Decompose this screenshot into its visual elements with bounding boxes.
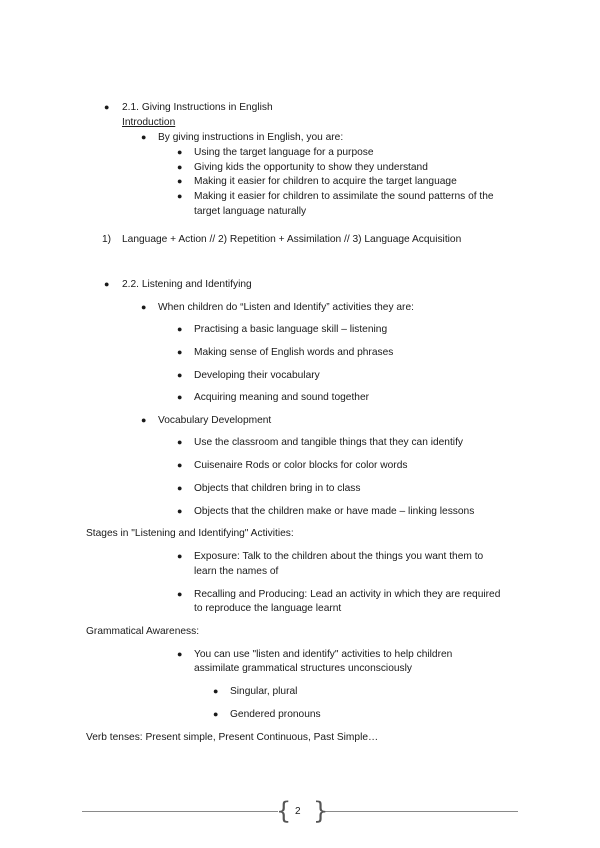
footer-rule-right — [322, 811, 518, 812]
introduction-subheading: Introduction — [122, 117, 176, 128]
bullet-icon: ● — [177, 551, 183, 561]
intro-lead: By giving instructions in English, you are: — [158, 132, 344, 143]
bullet-icon: ● — [177, 370, 183, 380]
bullet-icon: ● — [213, 709, 219, 719]
bullet-icon: ● — [213, 686, 219, 696]
list-item: Acquiring meaning and sound together — [194, 392, 370, 403]
section-heading-2-2: 2.2. Listening and Identifying — [122, 279, 252, 290]
vocabulary-development-heading: Vocabulary Development — [158, 415, 272, 426]
list-item: Making it easier for children to acquire the target language — [194, 176, 457, 187]
bullet-icon: ● — [177, 147, 183, 157]
numbered-item: Language + Action // 2) Repetition + Assimilation // 3) Language Acquisition — [122, 234, 462, 245]
bullet-icon: ● — [177, 506, 183, 516]
list-item: Giving kids the opportunity to show they understand — [194, 162, 428, 173]
right-brace-icon: } — [313, 797, 329, 825]
list-item: Making it easier for children to assimilate the sound patterns of the — [194, 191, 494, 202]
bullet-icon: ● — [177, 483, 183, 493]
footer-rule-left — [82, 811, 278, 812]
stages-heading: Stages in "Listening and Identifying" Activities: — [86, 528, 294, 539]
bullet-icon: ● — [141, 415, 147, 425]
list-item-continuation: learn the names of — [194, 566, 279, 577]
list-item-continuation: to reproduce the language learnt — [194, 603, 342, 614]
bullet-icon: ● — [177, 437, 183, 447]
left-brace-icon: { — [276, 797, 292, 825]
verb-tenses-line: Verb tenses: Present simple, Present Continuous, Past Simple… — [86, 732, 379, 743]
list-item-continuation: assimilate grammatical structures unconsciously — [194, 663, 412, 674]
bullet-icon: ● — [177, 649, 183, 659]
listen-identify-lead: When children do “Listen and Identify” activities they are: — [158, 302, 414, 313]
list-item: Gendered pronouns — [230, 709, 321, 720]
bullet-icon: ● — [177, 162, 183, 172]
page-number: 2 — [295, 806, 301, 817]
list-item: Developing their vocabulary — [194, 370, 320, 381]
list-item: Objects that children bring in to class — [194, 483, 361, 494]
list-item: Exposure: Talk to the children about the things you want them to — [194, 551, 484, 562]
list-item: Making sense of English words and phrases — [194, 347, 394, 358]
list-item: Objects that the children make or have made – linking lessons — [194, 506, 475, 517]
list-item: Recalling and Producing: Lead an activity in which they are required — [194, 589, 501, 600]
bullet-icon: ● — [177, 191, 183, 201]
bullet-icon: ● — [177, 347, 183, 357]
grammatical-awareness-heading: Grammatical Awareness: — [86, 626, 200, 637]
list-item: Cuisenaire Rods or color blocks for color words — [194, 460, 408, 471]
section-heading-2-1: 2.1. Giving Instructions in English — [122, 102, 273, 113]
bullet-icon: ● — [104, 279, 110, 289]
bullet-icon: ● — [177, 589, 183, 599]
list-item: Using the target language for a purpose — [194, 147, 374, 158]
list-item: You can use "listen and identify" activities to help children — [194, 649, 453, 660]
numbered-marker: 1) — [102, 234, 112, 245]
bullet-icon: ● — [177, 324, 183, 334]
bullet-icon: ● — [177, 392, 183, 402]
bullet-icon: ● — [104, 102, 110, 112]
list-item-continuation: target language naturally — [194, 206, 307, 217]
bullet-icon: ● — [141, 132, 147, 142]
bullet-icon: ● — [177, 460, 183, 470]
bullet-icon: ● — [141, 302, 147, 312]
list-item: Singular, plural — [230, 686, 298, 697]
bullet-icon: ● — [177, 176, 183, 186]
list-item: Practising a basic language skill – listening — [194, 324, 388, 335]
list-item: Use the classroom and tangible things that they can identify — [194, 437, 463, 448]
